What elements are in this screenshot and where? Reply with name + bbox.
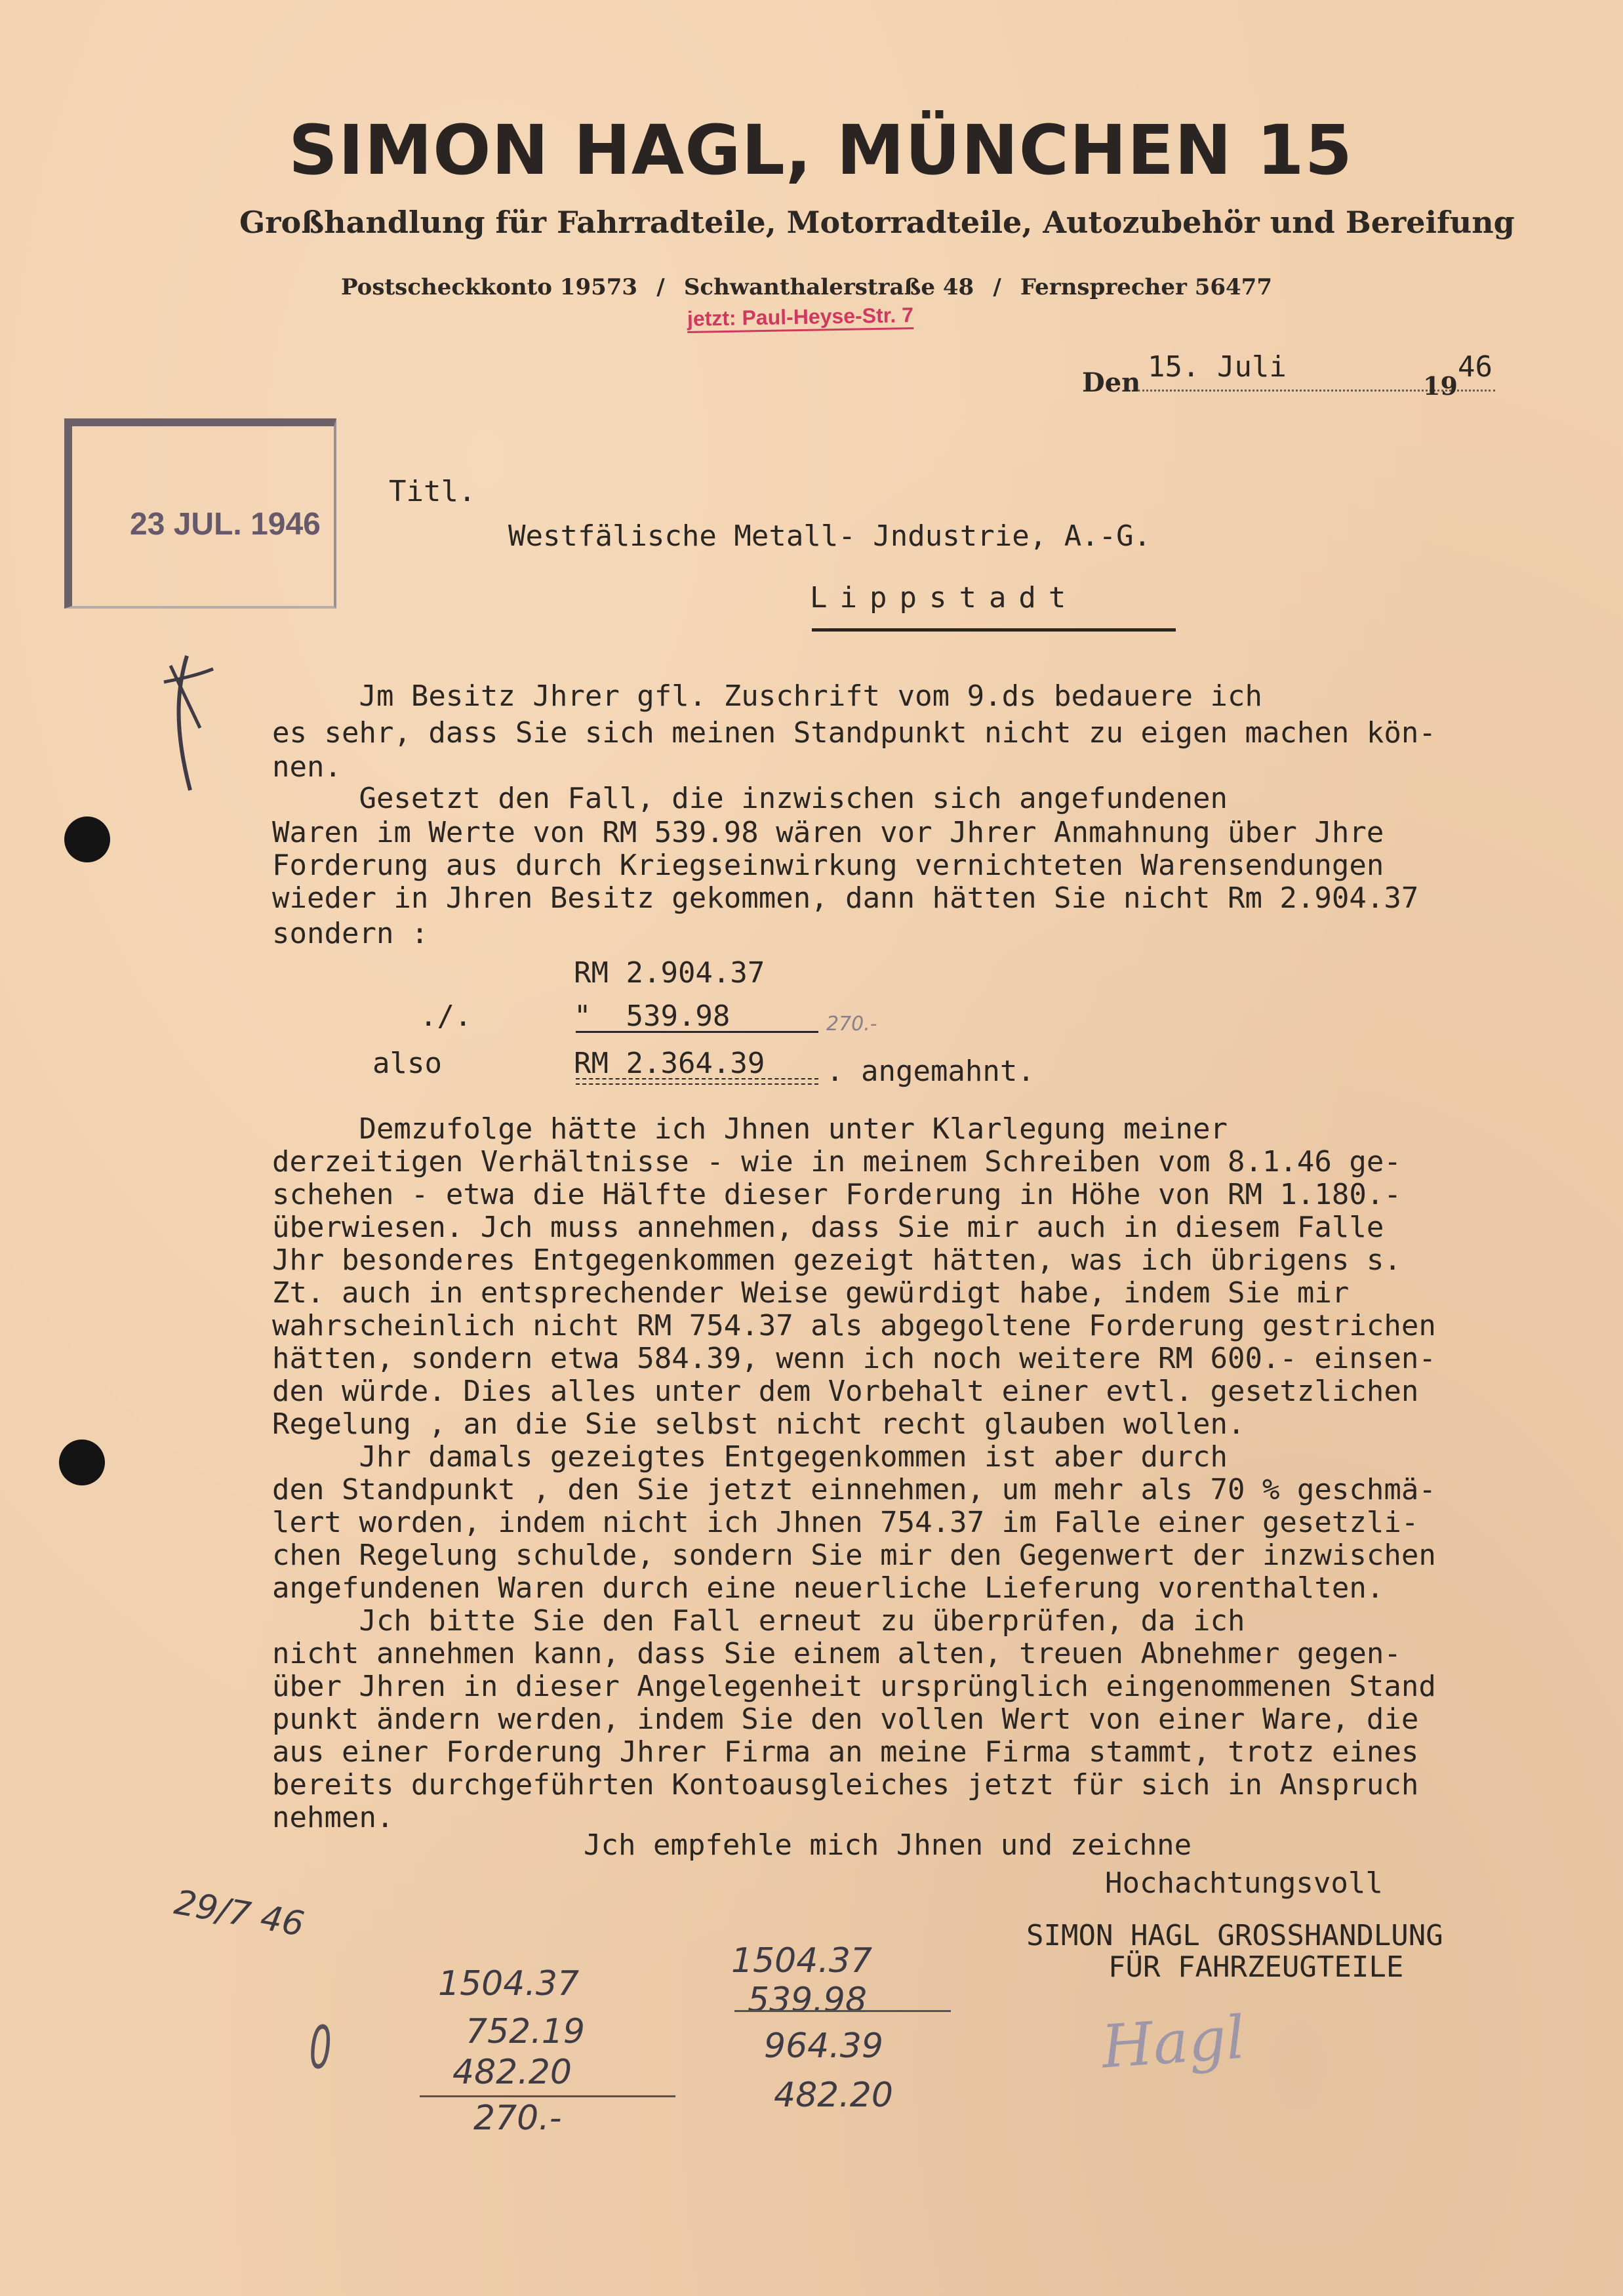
body-line: Regelung , an die Sie selbst nicht recht glauben wollen. (272, 1407, 1245, 1441)
closing-greeting: Hochachtungsvoll (1105, 1866, 1383, 1900)
calc-result-label: also (372, 1047, 442, 1080)
body-line: derzeitigen Verhältnisse - wie in meinem Schreiben vom 8.1.46 ge- (272, 1145, 1401, 1178)
calc-total: RM 2.904.37 (574, 956, 765, 990)
body-line: den Standpunkt , den Sie jetzt einnehmen, um mehr als 70 % geschmä- (272, 1473, 1436, 1506)
phone-number: Fernsprecher 56477 (1020, 274, 1272, 300)
body-line: Jhr damals gezeigtes Entgegenkommen ist aber durch (272, 1440, 1228, 1474)
body-line: Gesetzt den Fall, die inzwischen sich angefundenen (272, 782, 1228, 815)
calc-underline (576, 1031, 818, 1033)
punch-hole (59, 1440, 105, 1485)
closing-line: Jch empfehle mich Jhnen und zeichne (584, 1828, 1192, 1862)
body-line: nicht annehmen kann, dass Sie einem alten, treuen Abnehmer gegen- (272, 1637, 1401, 1670)
body-line: Waren im Werte von RM 539.98 wären vor Jhrer Anmahnung über Jhre (272, 816, 1384, 849)
body-line: punkt ändern werden, indem Sie den vollen Wert von einer Ware, die (272, 1702, 1419, 1736)
pencil-calc-a: 482.20 (452, 2053, 572, 2092)
calc-pencil-note: 270.- (826, 1013, 877, 1036)
date-line (1082, 350, 1502, 401)
city-underline (812, 628, 1176, 632)
body-line: nehmen. (272, 1801, 394, 1834)
street-address: Schwanthalerstraße 48 (683, 274, 974, 300)
handwritten-signature: Hagl (1099, 2003, 1247, 2082)
body-line: Jhr besonderes Entgegenkommen gezeigt hätten, was ich übrigens s. (272, 1243, 1401, 1277)
letterhead-company-name: SIMON HAGL, MÜNCHEN 15 (289, 110, 1353, 190)
pencil-calc-b: 1504.37 (731, 1941, 873, 1981)
pencil-calc-b: 964.39 (764, 2026, 883, 2066)
pencil-calc-b: 482.20 (774, 2076, 893, 2115)
body-line: über Jhren in dieser Angelegenheit ursprünglich eingenommenen Stand (272, 1670, 1436, 1703)
received-stamp (64, 418, 336, 609)
contact-separator: / (993, 274, 1001, 300)
body-line: Jch bitte Sie den Fall erneut zu überprüfen, da ich (272, 1604, 1245, 1638)
body-line: Jm Besitz Jhrer gfl. Zuschrift vom 9.ds bedauere ich (272, 679, 1262, 713)
letterhead-contacts (341, 274, 1272, 300)
date-prefix: Den (1082, 367, 1141, 398)
body-line: hätten, sondern etwa 584.39, wenn ich noch weitere RM 600.- einsen- (272, 1342, 1436, 1375)
body-line: nen. (272, 750, 342, 784)
calc-double-underline (576, 1083, 818, 1085)
body-line: sondern : (272, 917, 429, 950)
body-line: Demzufolge hätte ich Jhnen unter Klarlegung meiner (272, 1112, 1228, 1146)
recipient-salutation: Titl. (389, 475, 476, 508)
pencil-calc-line (734, 2010, 951, 2012)
body-line: wieder in Jhren Besitz gekommen, dann hätten Sie nicht Rm 2.904.37 (272, 881, 1419, 915)
letterhead-trade-description: Großhandlung für Fahrradteile, Motorradteile, Autozubehör und Bereifung (239, 205, 1515, 240)
body-line: chen Regelung schulde, sondern Sie mir den Gegenwert der inzwischen (272, 1539, 1436, 1572)
postal-account: Postscheckkonto 19573 (341, 274, 638, 300)
pencil-calc-line (420, 2095, 675, 2097)
new-address-stamp: jetzt: Paul-Heyse-Str. 7 (687, 303, 914, 333)
signature-block (1010, 1866, 1534, 2082)
calculation-block (367, 956, 1056, 1090)
date-year-prefix: 19 (1423, 371, 1458, 401)
date-year-suffix: 46 (1458, 350, 1493, 384)
punch-hole (64, 816, 110, 862)
pencil-date-note: 29/7 46 (171, 1883, 308, 1944)
date-day-month: 15. Juli (1148, 350, 1287, 384)
received-stamp-date: 23 JUL. 1946 (130, 507, 321, 542)
signature-company-line: FÜR FAHRZEUGTEILE (1108, 1950, 1404, 1984)
body-line: aus einer Forderung Jhrer Firma an meine Firma stammt, trotz eines (272, 1735, 1419, 1769)
body-line: es sehr, dass Sie sich meinen Standpunkt nicht zu eigen machen kön- (272, 716, 1436, 750)
pencil-calc-b: 539.98 (748, 1981, 867, 2020)
calc-result-suffix: . angemahnt. (826, 1055, 1035, 1088)
contact-separator: / (656, 274, 665, 300)
body-line: Forderung aus durch Kriegseinwirkung vernichteten Warensendungen (272, 849, 1384, 882)
recipient-company: Westfälische Metall- Jndustrie, A.-G. (508, 519, 1152, 553)
body-line: Zt. auch in entsprechender Weise gewürdigt habe, indem Sie mir (272, 1276, 1350, 1310)
pencil-circle-note: 0 (309, 2013, 332, 2082)
pencil-calc-a: 752.19 (466, 2012, 585, 2051)
calc-double-underline (576, 1078, 818, 1079)
calc-minus-value: " 539.98 (574, 999, 731, 1033)
body-line: bereits durchgeführten Kontoausgleiches jetzt für sich in Anspruch (272, 1768, 1419, 1802)
pencil-calc-a: 270.- (473, 2099, 562, 2138)
body-line: angefundenen Waren durch eine neuerliche Lieferung vorenthalten. (272, 1571, 1384, 1605)
body-line: lert worden, indem nicht ich Jhnen 754.37 im Falle einer gesetzli- (272, 1506, 1419, 1539)
calc-minus-mark: ./. (420, 999, 472, 1033)
body-line: überwiesen. Jch muss annehmen, dass Sie mir auch in diesem Falle (272, 1211, 1384, 1244)
body-line: wahrscheinlich nicht RM 754.37 als abgegoltene Forderung gestrichen (272, 1309, 1436, 1342)
calc-result-value: RM 2.364.39 (574, 1047, 765, 1080)
body-line: den würde. Dies alles unter dem Vorbehalt einer evtl. gesetzlichen (272, 1375, 1419, 1408)
pencil-calc-a: 1504.37 (438, 1964, 580, 2004)
signature-company-line: SIMON HAGL GROSSHANDLUNG (1026, 1919, 1443, 1952)
margin-check-mark-icon (151, 649, 216, 800)
recipient-city: Lippstadt (810, 581, 1079, 614)
body-line: schehen - etwa die Hälfte dieser Forderung in Höhe von RM 1.180.- (272, 1178, 1401, 1211)
